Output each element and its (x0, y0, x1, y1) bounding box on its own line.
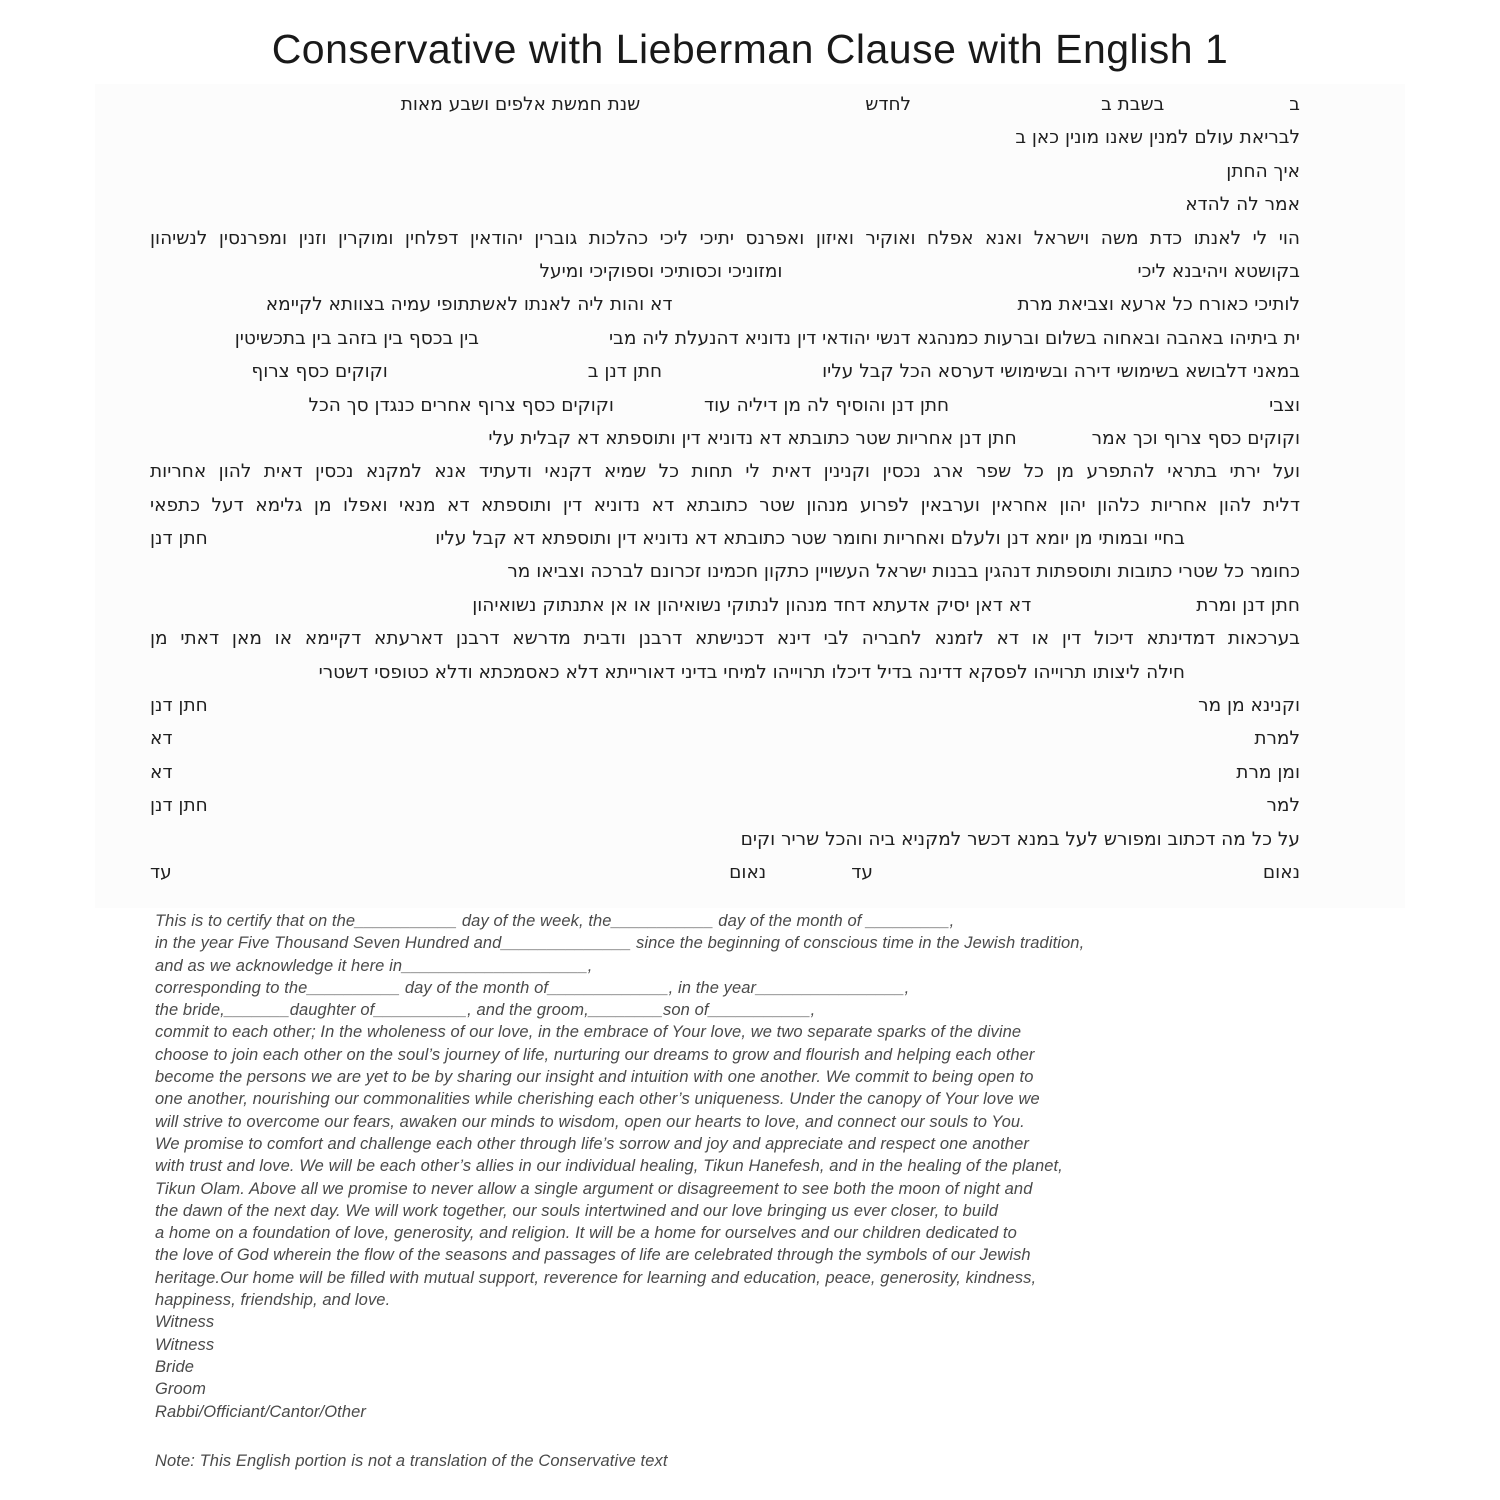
hebrew-text-segment: בחיי ובמותי מן יומא דנן ולעלם ואחריות וחומר שטר כתובתא דא נדוניא דין ותוספתא דא קבל עליו (435, 528, 1185, 550)
english-line: choose to join each other on the soul’s journey of life, nurturing our dreams to grow and flourish and helping each other (155, 1045, 1035, 1064)
hebrew-line (150, 328, 1300, 361)
hebrew-line (150, 528, 1300, 561)
english-line: corresponding to the__________ day of the month of_____________, in the year________________, (155, 978, 910, 997)
hebrew-line (150, 127, 1300, 160)
hebrew-line (150, 461, 1300, 494)
english-line: one another, nourishing our commonalities while cherishing each other’s uniqueness. Under the canopy of Your love we (155, 1090, 1040, 1109)
hebrew-text-segment: ומן מרת (1236, 761, 1300, 783)
page-title: Conservative with Lieberman Clause with English 1 (271, 26, 1229, 72)
hebrew-line (150, 728, 1300, 761)
hebrew-text-segment: וקנינא מן מר (1198, 695, 1300, 717)
hebrew-line (150, 194, 1300, 227)
hebrew-line (150, 428, 1300, 461)
blank-field (873, 877, 1263, 878)
hebrew-text-segment: שנת חמשת אלפים ושבע מאות (400, 94, 641, 115)
hebrew-line (150, 361, 1300, 394)
english-line: become the persons we are yet to be by sharing our insight and intuition with one another. We commit to being open to (155, 1068, 1034, 1087)
english-line: with trust and love. We will be each other’s allies in our individual healing, Tikun Hanefesh, and in the healing of the planet, (155, 1157, 1063, 1176)
signature-label: Rabbi/Officiant/Cantor/Other (155, 1402, 366, 1421)
blank-field (172, 743, 1254, 744)
hebrew-text-segment: עד (150, 861, 172, 883)
blank-field (1031, 610, 1196, 611)
hebrew-text-segment: לותיכי כאורח כל ארעא וצביאת מרת (1017, 294, 1300, 316)
hebrew-text-segment: למר (1266, 795, 1300, 817)
hebrew-line (150, 662, 1300, 695)
blank-field (673, 309, 1018, 310)
hebrew-text-segment: בקושטא ויהיבנא ליכי (1137, 260, 1300, 282)
hebrew-text-segment: נאום (729, 861, 767, 883)
english-line: commit to each other; In the wholeness of our love, in the embrace of Your love, we two separate sparks of the divine (155, 1023, 1022, 1042)
hebrew-line (150, 94, 1300, 127)
blank-field (388, 376, 588, 377)
blank-field (766, 877, 851, 878)
blank-field (911, 109, 1101, 110)
english-text-block (155, 910, 1215, 1423)
blank-field (479, 343, 609, 344)
blank-field (172, 777, 1236, 778)
english-line: a home on a foundation of love, generosity, and religion. It will be a home for ourselves and our children dedicated to (155, 1224, 1017, 1243)
hebrew-text-segment: במאני דלבושא בשימושי דירה ובשימושי דערסא הכל קבל עליו (822, 361, 1300, 383)
ketubah-scan-area (95, 84, 1405, 908)
hebrew-text-segment: דא (150, 761, 173, 783)
hebrew-line (150, 595, 1300, 628)
blank-field (1185, 543, 1300, 544)
hebrew-text-segment: חתן דנן (150, 795, 208, 817)
hebrew-line (150, 795, 1300, 828)
signature-label: Bride (155, 1357, 195, 1376)
english-line: happiness, friendship, and love. (155, 1291, 391, 1310)
blank-field (614, 410, 704, 411)
english-line: the bride,_______daughter of__________, and the groom,________son of___________, (155, 1001, 816, 1020)
hebrew-text-segment: ב (1289, 94, 1300, 115)
hebrew-text-segment: ועל ירתי בתראי להתפרע מן כל שפר ארג נכסין וקנינין דאית לי תחות כל שמיא דקנאי ודעתיד אנא למקנא נכסין דאית להון אחריות (150, 461, 1300, 483)
hebrew-text-segment: למרת (1254, 728, 1300, 750)
hebrew-line (150, 228, 1300, 261)
blank-field (782, 276, 1137, 277)
english-line: the love of God wherein the flow of the seasons and passages of life are celebrated through the symbols of our Jewish (155, 1246, 1031, 1265)
hebrew-text-block (150, 94, 1300, 895)
hebrew-line (150, 561, 1300, 594)
hebrew-text-segment: לבריאת עולם למנין שאנו מונין כאן ב (1015, 127, 1300, 149)
hebrew-line (150, 294, 1300, 327)
hebrew-text-segment: בערכאות דמדינתא דיכול דין או דא לזמנא לחבריה לבי דינא דכנישתא דרבנן ודבית מדרשא דרבנן דארעתא דקיימא או מאן דאתי מן (150, 628, 1300, 650)
hebrew-line (150, 695, 1300, 728)
hebrew-text-segment: עד (851, 861, 873, 883)
hebrew-text-segment: וקוקים כסף צרוף אחרים כנגדן סך הכל (308, 394, 614, 416)
hebrew-text-segment: חתן דנן (150, 528, 208, 550)
english-line: in the year Five Thousand Seven Hundred and______________ since the beginning of conscious time in the Jewish tradition, (155, 934, 1085, 953)
blank-field (1164, 109, 1289, 110)
hebrew-text-segment: ית ביתיהו באהבה ובאחוה בשלום וברעות כמנהגא דנשי יהודאי דין נדוניא דהנעלת ליה מבי (608, 327, 1300, 349)
hebrew-text-segment: על כל מה דכתוב ומפורש לעל במנא דכשר למקניא ביה והכל שריר וקים (740, 828, 1300, 850)
blank-field (949, 410, 1269, 411)
hebrew-text-segment: חתן דנן אחריות שטר כתובתא דא נדוניא דין ותוספתא דא קבלית עלי (488, 427, 1017, 449)
english-line: This is to certify that on the___________ day of the week, the___________ day of the month of _________, (155, 912, 955, 930)
blank-field (172, 877, 729, 878)
hebrew-text-segment: וקוקים כסף צרוף (251, 361, 388, 383)
blank-field (203, 410, 308, 411)
english-line: will strive to overcome our fears, awaken our minds to wisdom, open our hearts to love, and connect our souls to You. (155, 1112, 1025, 1131)
hebrew-text-segment: אמר לה להדא (1185, 194, 1300, 216)
hebrew-line (150, 862, 1300, 895)
hebrew-text-segment: בין בכסף בין בזהב בין בתכשיטין (234, 327, 479, 349)
english-line: the dawn of the next day. We will work together, our souls intertwined and our love bringing us ever closer, to build (155, 1201, 998, 1220)
hebrew-line (150, 261, 1300, 294)
english-line: Tikun Olam. Above all we promise to never allow a single argument or disagreement to see both the moon of night and (155, 1179, 1033, 1198)
hebrew-text-segment: דא (150, 728, 173, 750)
hebrew-line (150, 628, 1300, 661)
blank-field (640, 109, 865, 110)
hebrew-line (150, 762, 1300, 795)
hebrew-text-segment: חתן דנן והוסיף לה מן דיליה עוד (703, 394, 950, 416)
hebrew-text-segment: איך החתן (1226, 160, 1300, 182)
english-line: We promise to comfort and challenge each other through life’s sorrow and joy and appreciate and respect one another (155, 1134, 1029, 1153)
blank-field (208, 710, 1198, 711)
hebrew-line (150, 395, 1300, 428)
blank-field (208, 543, 436, 544)
footnote: Note: This English portion is not a translation of the Conservative text (155, 1452, 668, 1470)
hebrew-text-segment: חתן דנן ומרת (1196, 594, 1300, 616)
hebrew-text-segment: דא והות ליה לאנתו לאשתתופי עמיה בצוותא לקיימא (265, 294, 673, 316)
signature-label: Witness (155, 1335, 215, 1354)
english-line: heritage.Our home will be filled with mutual support, reverence for learning and education, peace, generosity, kindness, (155, 1268, 1037, 1287)
english-line: and as we acknowledge it here in____________________, (155, 956, 593, 975)
blank-field (662, 376, 822, 377)
signature-label: Witness (155, 1313, 215, 1332)
hebrew-text-segment: נאום (1262, 861, 1300, 883)
blank-field (300, 276, 540, 277)
hebrew-line (150, 829, 1300, 862)
hebrew-text-segment: בשבת ב (1101, 94, 1165, 115)
hebrew-text-segment: דא דאן יסיק אדעתא דחד מנהון לנתוקי נשואיהון או אן אתנתוק נשואיהון (472, 594, 1032, 616)
signature-label: Groom (155, 1380, 206, 1399)
hebrew-text-segment: דלית להון אחריות כלהון יהון אחראין וערבאין לפרוע מנהון שטר כתובתא דא נדוניא דין ותוספתא דא מנאי ואפלו מן גלימא דעל כתפאי (150, 494, 1300, 516)
hebrew-text-segment: חתן דנן ב (587, 361, 663, 383)
hebrew-line (150, 161, 1300, 194)
hebrew-text-segment: וצבי (1269, 394, 1300, 416)
hebrew-text-segment: וקוקים כסף צרוף וכך אמר (1091, 427, 1300, 449)
hebrew-text-segment: לחדש (865, 94, 912, 115)
blank-field (1185, 677, 1300, 678)
hebrew-text-segment: כחומר כל שטרי כתובות ותוספתות דנהגין בבנות ישראל העשויין כתקון חכמינו זכרונם לברכה וצביאו מר (507, 561, 1300, 583)
hebrew-text-segment: חילה ליצותו תרוייהו לפסקא דדינה בדיל דיכלו תרוייהו למיחי בדיני דאורייתא דלא כאסמכתא ודלא כטופסי דשטרי (318, 661, 1185, 683)
hebrew-text-segment: ומזוניכי וכסותיכי וספוקיכי ומיעל (539, 260, 783, 282)
hebrew-text-segment: חתן דנן (150, 695, 208, 717)
hebrew-text-segment: הוי לי לאנתו כדת משה וישראל ואנא אפלח ואוקיר ואיזון ואפרנס יתיכי ליכי כהלכות גוברין יהודאין דפלחין ומוקרין וזנין ומפרנסין לנשיהון (150, 227, 1300, 249)
hebrew-line (150, 495, 1300, 528)
blank-field (208, 810, 1267, 811)
blank-field (1017, 443, 1092, 444)
